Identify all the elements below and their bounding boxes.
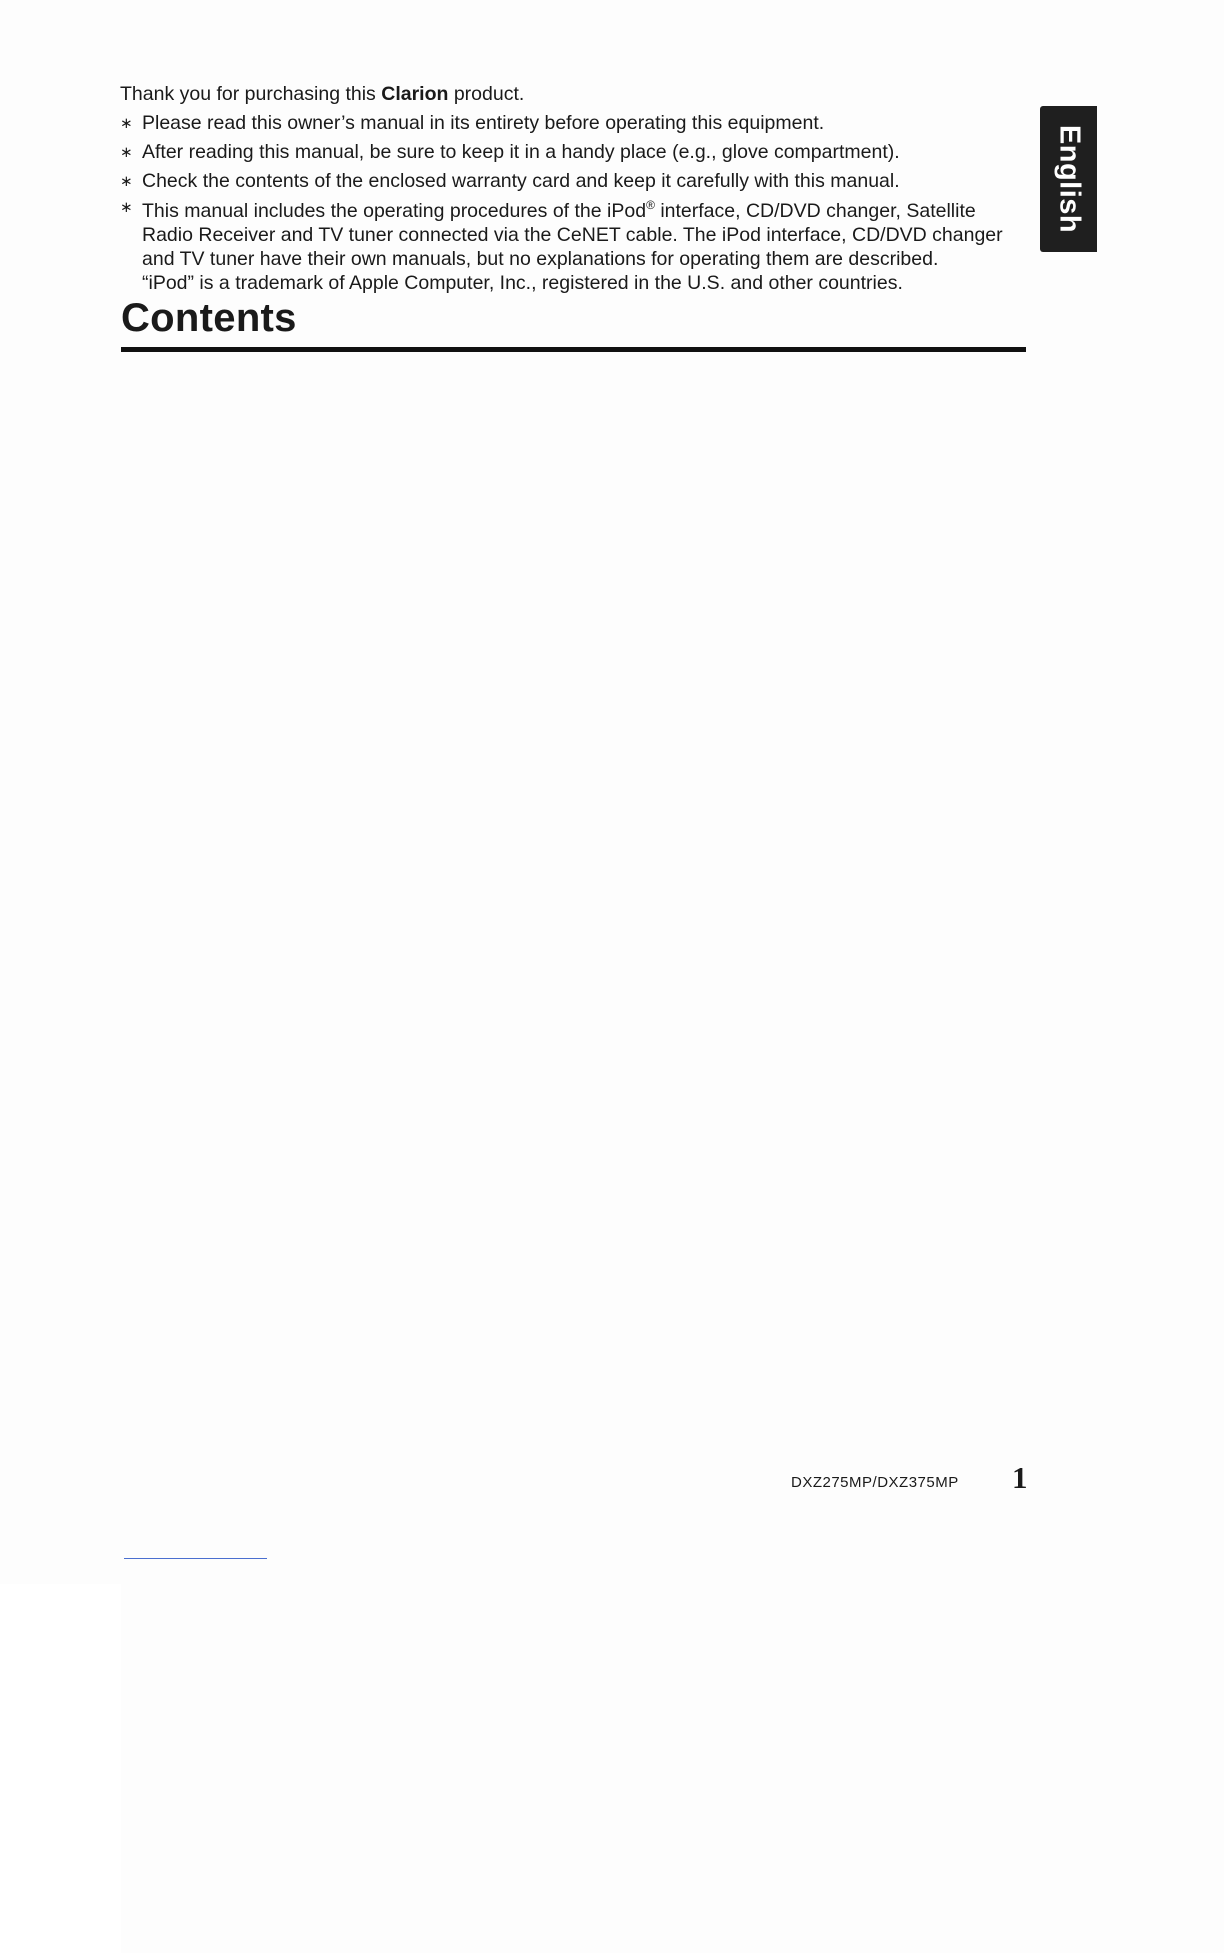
notice-list xyxy=(120,109,1030,295)
brand-name: Clarion xyxy=(381,83,449,105)
thanks-text: Thank you for purchasing this xyxy=(120,83,382,105)
model-number: DXZ275MP/DXZ375MP xyxy=(791,1474,959,1491)
thanks-line xyxy=(120,80,1030,109)
asterisk-icon: ∗ xyxy=(120,144,133,161)
language-tab xyxy=(1040,106,1097,252)
notice-item xyxy=(120,167,1030,196)
notice-item xyxy=(120,109,1030,138)
trademark-notice: “iPod” is a trademark of Apple Computer, Inc., registered in the U.S. and other countries. xyxy=(142,272,903,294)
table-of-contents xyxy=(121,369,1027,1045)
page-number: 1 xyxy=(1012,1460,1028,1495)
thanks-text-end: product. xyxy=(448,83,525,105)
toc-entry-page xyxy=(121,369,1224,1953)
notice-text-continued: interface, CD/DVD changer, Satellite Radio Receiver and TV tuner connected via the CeNET cable. The iPod interface, CD/DVD changer and TV tuner have their own manuals, but no explanations for operating them are described. xyxy=(142,200,1003,270)
language-tab-label: English xyxy=(1053,124,1085,234)
title-underline xyxy=(121,347,1026,352)
notice-text: Please read this owner’s manual in its entirety before operating this equipment. xyxy=(142,112,825,134)
intro-block xyxy=(120,80,1030,295)
notice-item xyxy=(120,196,1030,295)
notice-text: After reading this manual, be sure to keep it in a handy place (e.g., glove compartment). xyxy=(142,141,900,163)
notice-text: This manual includes the operating procedures of the iPod xyxy=(142,200,647,222)
notice-item xyxy=(120,138,1030,167)
asterisk-icon: ∗ xyxy=(120,173,133,190)
bottom-rule xyxy=(124,1558,267,1559)
registered-mark: ® xyxy=(646,198,655,212)
contents-title: Contents xyxy=(121,296,297,340)
notice-text: Check the contents of the enclosed warranty card and keep it carefully with this manual. xyxy=(142,170,900,192)
asterisk-icon: ∗ xyxy=(120,115,133,132)
asterisk-icon: ∗ xyxy=(120,199,133,216)
toc-entry[interactable] xyxy=(121,1016,1027,1045)
